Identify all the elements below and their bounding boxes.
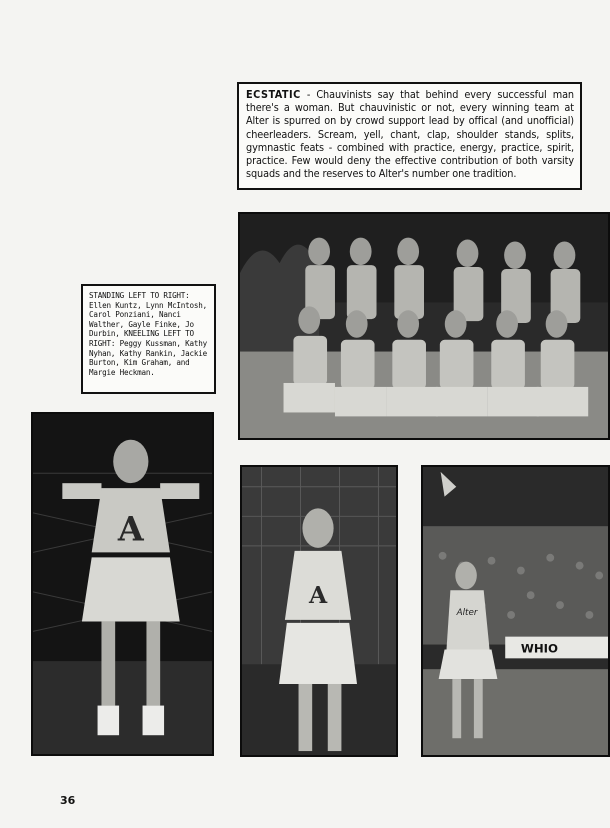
caption-lead: ECSTATIC [246,88,301,101]
names-box [81,284,216,394]
caption-box [237,82,582,190]
uniform-text: Alter [456,607,478,618]
group-photo [238,212,610,440]
middle-sweater-letter: A [308,580,328,610]
names-text: STANDING LEFT TO RIGHT: Ellen Kuntz, Lynn McIntosh, Carol Ponziani, Nanci Walther, Gayle Finke, Jo Durbin, KNEELING LEFT TO RIGHT: Peggy Kussman, Kathy Nyhan, Kathy Rankin, Jackie Burton, Kim Graham, and Margie Heckman. [89,291,208,377]
whio-banner: WHIO [520,641,559,656]
caption-body: - Chauvinists say that behind every successful man there's a woman. But chauvinistic or not, every winning team at Alter is spurred on by crowd support lead by offical (and unofficial) cheerleaders. Scream, yell, chant, clap, shoulder stands, splits, gymnastic feats - combined with practice, energy, practice, spirit, practice. Few would deny the effective contribution of both varsity squads and the reserves to Alter's number one tradition. [246,88,574,181]
cheerleader-left-image [33,414,212,754]
cheerleader-right-image [423,467,608,755]
cheerleader-photo-middle [240,465,398,757]
group-photo-image [240,214,608,438]
cheerleader-photo-right [421,465,610,757]
sweater-letter: A [117,509,144,549]
cheerleader-photo-left [31,412,214,756]
cheerleader-middle-image [242,467,396,755]
page-number: 36 [60,794,76,807]
